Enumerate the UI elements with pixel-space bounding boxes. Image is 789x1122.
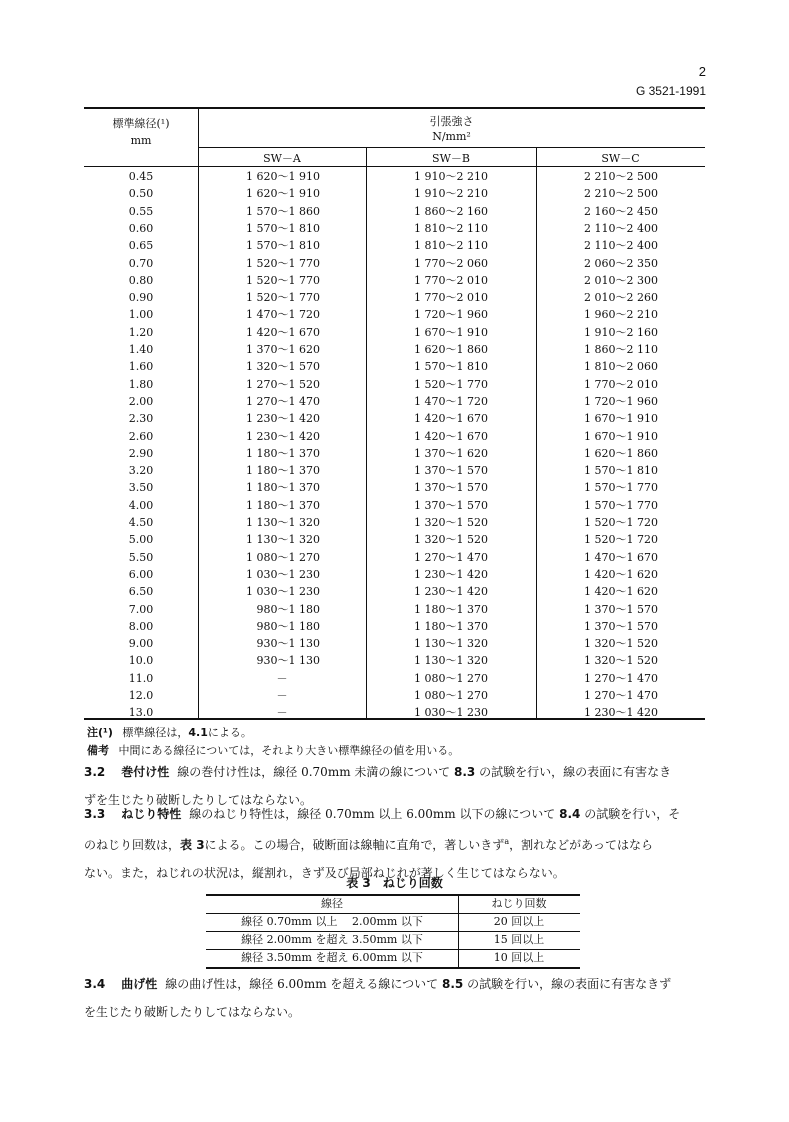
cell-sw-c: 1 320～1 520: [584, 637, 658, 651]
cell-diameter: 6.50: [128, 585, 154, 599]
cell-sw-b: 1 910～2 210: [414, 170, 488, 183]
sec-3-4-line2: を生じたり破断したりしてはならない。: [84, 1005, 301, 1019]
cell-sw-b: 1 810～2 110: [414, 221, 488, 235]
cell-sw-b: 1 230～1 420: [414, 567, 488, 581]
cell-diameter: 9.00: [128, 637, 154, 651]
sec-3-3-text-b: の試験を行い，そ: [584, 807, 681, 821]
cell-sw-a: 1 230～1 420: [246, 412, 320, 426]
cell-diameter: 1.00: [128, 308, 154, 322]
cell-sw-b: 1 370～1 570: [414, 481, 488, 495]
cell-sw-a: 1 470～1 720: [246, 308, 320, 322]
table-row: [84, 618, 705, 635]
cell-sw-a: －: [276, 671, 288, 685]
sec-3-3-text-e: ，割れなどがあってはなら: [509, 838, 653, 852]
cell-sw-b: 1 320～1 520: [414, 516, 488, 529]
cell-sw-b: 1 570～1 810: [414, 360, 488, 374]
cell-sw-b: 1 230～1 420: [414, 585, 488, 599]
cell-sw-a: 1 270～1 520: [246, 377, 320, 391]
cell-sw-b: 1 130～1 320: [414, 637, 488, 651]
cell-sw-b: 1 620～1 860: [414, 343, 488, 356]
table3-cell-count: 10 回以上: [493, 951, 545, 964]
cell-sw-a: 1 320～1 570: [246, 360, 320, 374]
cell-diameter: 3.20: [128, 464, 154, 478]
cell-sw-b: 1 770～2 060: [414, 256, 488, 270]
cell-diameter: 7.00: [128, 602, 154, 616]
cell-sw-b: 1 270～1 470: [414, 550, 488, 564]
cell-sw-c: 1 370～1 570: [584, 602, 658, 616]
tensile-strength-table: [84, 107, 705, 719]
table-subheader-rule: [198, 147, 705, 148]
cell-diameter: 0.65: [128, 239, 154, 253]
sec-3-2-title: 巻付け性: [121, 765, 170, 779]
cell-sw-c: 1 270～1 470: [584, 671, 658, 685]
table-row: [206, 949, 580, 968]
torsion-count-table: [206, 894, 580, 969]
remark-text: 中間にある線径については，それより大きい標準線径の値を用いる。: [118, 744, 460, 757]
table-row: [84, 358, 705, 375]
sec-3-3-title: ねじり特性: [121, 807, 182, 821]
cell-sw-a: 1 520～1 770: [246, 256, 320, 270]
cell-sw-a: 1 180～1 370: [246, 464, 320, 478]
table-row: [84, 531, 705, 548]
col0-header-line1: 標準線径(¹): [112, 117, 170, 130]
cell-diameter: 4.00: [128, 498, 154, 512]
cell-sw-a: 980～1 180: [256, 619, 320, 633]
table-row: [84, 601, 705, 618]
table-row: [84, 410, 705, 427]
cell-sw-a: 1 520～1 770: [246, 273, 320, 287]
cell-diameter: 1.40: [128, 343, 154, 356]
cell-sw-a: 1 080～1 270: [246, 550, 320, 564]
table-row: [84, 428, 705, 445]
cell-sw-b: 1 420～1 670: [414, 412, 488, 426]
cell-diameter: 0.80: [128, 273, 154, 287]
cell-sw-c: 1 860～2 110: [584, 343, 658, 356]
cell-sw-b: 1 030～1 230: [414, 706, 488, 720]
cell-sw-b: 1 720～1 960: [414, 308, 488, 322]
table3-header-count: ねじり回数: [491, 897, 547, 910]
table3-cell-count: 15 回以上: [493, 933, 545, 946]
sec-3-3-ref2: 表 3: [180, 838, 205, 852]
cell-sw-b: 1 180～1 370: [414, 602, 488, 616]
cell-sw-b: 1 770～2 010: [414, 291, 488, 305]
table-row: [84, 168, 705, 185]
table-row: [84, 393, 705, 410]
group-header-line1: 引張強さ: [429, 115, 474, 128]
sec-3-2-number: 3.2: [84, 765, 106, 779]
cell-sw-a: 1 180～1 370: [246, 446, 320, 460]
cell-sw-c: 2 160～2 450: [584, 204, 658, 218]
cell-diameter: 0.45: [128, 170, 154, 183]
cell-sw-c: 1 520～1 720: [584, 516, 658, 529]
table3-header-diameter: 線径: [321, 897, 343, 910]
note-1: [87, 724, 252, 740]
cell-diameter: 8.00: [128, 619, 154, 633]
cell-sw-c: 1 420～1 620: [584, 567, 658, 581]
sec-3-2-ref: 8.3: [453, 765, 476, 779]
table-row: [84, 289, 705, 306]
cell-sw-b: 1 080～1 270: [414, 689, 488, 702]
cell-sw-c: 2 010～2 300: [584, 273, 658, 287]
sec-3-4-ref: 8.5: [441, 977, 464, 991]
group-header-line2: N/mm²: [432, 130, 471, 143]
sec-3-2-text-a: 線の巻付け性は，線径 0.70mm 未満の線について: [177, 765, 451, 779]
cell-sw-c: 1 320～1 520: [584, 654, 658, 668]
sec-3-2-line2: ずを生じたり破断したりしてはならない。: [84, 793, 313, 807]
cell-sw-a: 1 620～1 910: [246, 187, 320, 201]
cell-diameter: 4.50: [128, 516, 154, 529]
table-row: [84, 497, 705, 514]
note-1-text-b: による。: [207, 726, 252, 739]
subheader-sw-c: SW－C: [601, 152, 640, 165]
table-row: [84, 220, 705, 237]
table-row: [84, 687, 705, 704]
cell-sw-c: 1 910～2 160: [584, 325, 658, 339]
table-top-rule: [84, 107, 705, 109]
cell-sw-a: 1 570～1 810: [246, 239, 320, 253]
cell-sw-c: 1 520～1 720: [584, 533, 658, 547]
table-row: [84, 462, 705, 479]
cell-sw-a: 1 570～1 860: [246, 204, 320, 218]
cell-diameter: 2.60: [128, 429, 154, 443]
note-1-ref: 4.1: [188, 726, 208, 739]
cell-diameter: 3.50: [128, 481, 154, 495]
cell-diameter: 13.0: [128, 706, 154, 720]
section-3-4: [84, 970, 706, 1026]
sec-3-3-sup: a: [504, 837, 510, 846]
cell-diameter: 2.00: [128, 394, 154, 408]
cell-diameter: 0.90: [128, 291, 154, 305]
cell-sw-a: －: [276, 706, 288, 720]
table3-header-row: [206, 895, 580, 914]
cell-sw-a: 980～1 180: [256, 602, 320, 616]
table-row: [84, 272, 705, 289]
cell-sw-b: 1 130～1 320: [414, 654, 488, 668]
cell-sw-b: 1 370～1 620: [414, 446, 488, 460]
cell-sw-b: 1 180～1 370: [414, 619, 488, 633]
cell-sw-c: 1 270～1 470: [584, 689, 658, 702]
cell-sw-a: 1 180～1 370: [246, 481, 320, 495]
cell-sw-c: 2 110～2 400: [584, 239, 658, 253]
sec-3-3-text-c: のねじり回数は，: [84, 838, 181, 852]
table-row: [84, 583, 705, 600]
sec-3-3-text-a: 線のねじり特性は，線径 0.70mm 以上 6.00mm 以下の線について: [189, 807, 556, 821]
cell-sw-c: 1 720～1 960: [584, 394, 658, 408]
cell-sw-a: －: [276, 689, 288, 702]
sec-3-4-number: 3.4: [84, 977, 106, 991]
cell-diameter: 10.0: [128, 654, 154, 668]
table3-title: 表 3 ねじり回数: [346, 876, 443, 890]
note-1-text-a: 標準線径は，: [122, 726, 189, 739]
cell-diameter: 6.00: [128, 567, 154, 581]
cell-sw-b: 1 670～1 910: [414, 325, 488, 339]
table-row: [84, 549, 705, 566]
cell-sw-b: 1 770～2 010: [414, 273, 488, 287]
cell-diameter: 11.0: [128, 671, 154, 685]
table-row: [206, 931, 580, 950]
cell-diameter: 1.80: [128, 377, 154, 391]
cell-sw-b: 1 860～2 160: [414, 204, 488, 218]
col0-header-line2: mm: [130, 134, 152, 147]
cell-diameter: 5.00: [128, 533, 154, 547]
cell-sw-b: 1 420～1 670: [414, 429, 488, 443]
cell-sw-b: 1 320～1 520: [414, 533, 488, 547]
table-row: [84, 306, 705, 323]
cell-sw-c: 2 210～2 500: [584, 170, 658, 183]
table-row: [206, 913, 580, 932]
cell-sw-c: 2 010～2 260: [584, 291, 658, 305]
cell-diameter: 12.0: [128, 689, 154, 702]
cell-sw-a: 1 520～1 770: [246, 291, 320, 305]
table-row: [84, 652, 705, 669]
cell-sw-c: 2 060～2 350: [584, 256, 658, 270]
cell-sw-a: 1 030～1 230: [246, 585, 320, 599]
cell-diameter: 0.70: [128, 256, 154, 270]
cell-sw-c: 2 210～2 500: [584, 187, 658, 201]
table-row: [84, 203, 705, 220]
cell-sw-c: 1 960～2 210: [584, 308, 658, 322]
sec-3-3-number: 3.3: [84, 807, 106, 821]
cell-sw-c: 1 570～1 770: [584, 481, 658, 495]
cell-sw-a: 1 420～1 670: [246, 325, 320, 339]
cell-sw-c: 1 370～1 570: [584, 619, 658, 633]
cell-sw-b: 1 470～1 720: [414, 394, 488, 408]
table-row: [84, 376, 705, 393]
subheader-sw-b: SW－B: [432, 152, 470, 165]
table-row: [84, 479, 705, 496]
table-row: [84, 341, 705, 358]
table3-cell-count: 20 回以上: [493, 915, 545, 928]
cell-sw-c: 1 620～1 860: [584, 446, 658, 460]
cell-sw-b: 1 520～1 770: [414, 377, 488, 391]
sec-3-4-text-b: の試験を行い，線の表面に有害なきず: [467, 977, 672, 991]
cell-sw-a: 1 370～1 620: [246, 343, 320, 356]
cell-diameter: 5.50: [128, 550, 154, 564]
remark: [87, 742, 459, 758]
cell-sw-a: 1 130～1 320: [246, 516, 320, 529]
cell-sw-c: 1 570～1 810: [584, 464, 658, 478]
cell-sw-a: 1 030～1 230: [246, 567, 320, 581]
cell-diameter: 1.20: [128, 325, 154, 339]
cell-diameter: 2.90: [128, 446, 154, 460]
sec-3-3-ref1: 8.4: [559, 807, 581, 821]
sec-3-4-text-a: 線の曲げ性は，線径 6.00mm を超える線について: [165, 977, 439, 991]
cell-sw-c: 1 470～1 670: [584, 550, 658, 564]
note-1-label: 注(¹): [87, 726, 113, 739]
cell-diameter: 0.55: [128, 204, 154, 218]
table-row: [84, 704, 705, 721]
sec-3-4-title: 曲げ性: [121, 977, 158, 991]
cell-sw-b: 1 370～1 570: [414, 464, 488, 478]
cell-sw-c: 1 810～2 060: [584, 360, 658, 374]
cell-sw-c: 1 770～2 010: [584, 377, 658, 391]
cell-sw-c: 1 570～1 770: [584, 498, 658, 512]
table3-cell-diameter: 線径 2.00mm を超え 3.50mm 以下: [241, 933, 423, 946]
table-header-rule: [84, 166, 705, 167]
subheader-sw-a: SW－A: [263, 152, 301, 165]
cell-diameter: 1.60: [128, 360, 154, 374]
table-row: [84, 445, 705, 462]
table-row: [84, 324, 705, 341]
cell-sw-a: 1 230～1 420: [246, 429, 320, 443]
cell-sw-a: 1 180～1 370: [246, 498, 320, 512]
cell-sw-b: 1 080～1 270: [414, 671, 488, 685]
cell-sw-a: 1 270～1 470: [246, 394, 320, 408]
cell-sw-c: 1 670～1 910: [584, 429, 658, 443]
sec-3-3-text-d: による。この場合，破断面は線軸に直角で，著しいきず: [204, 838, 505, 852]
cell-sw-a: 1 130～1 320: [246, 533, 320, 547]
remark-label: 備考: [87, 744, 109, 757]
table3-cell-diameter: 線径 0.70mm 以上 2.00mm 以下: [241, 915, 423, 928]
cell-sw-a: 930～1 130: [256, 637, 320, 651]
cell-sw-a: 1 620～1 910: [246, 170, 320, 183]
cell-sw-c: 1 670～1 910: [584, 412, 658, 426]
table3-cell-diameter: 線径 3.50mm を超え 6.00mm 以下: [241, 951, 423, 964]
cell-diameter: 2.30: [128, 412, 154, 426]
sec-3-3-line3: ない。また，ねじれの状況は，縦割れ，きず及び局部ねじれが著しく生じてはならない。: [84, 866, 565, 880]
cell-sw-a: 1 570～1 810: [246, 221, 320, 235]
page-number: 2: [698, 64, 706, 79]
sec-3-2-text-b: の試験を行い，線の表面に有害なき: [479, 765, 672, 779]
table-row: [84, 255, 705, 272]
cell-sw-c: 1 230～1 420: [584, 706, 658, 720]
table-row: [84, 514, 705, 531]
table-row: [84, 670, 705, 687]
table-row: [84, 635, 705, 652]
table-row: [84, 237, 705, 254]
cell-diameter: 0.60: [128, 221, 154, 235]
cell-sw-a: 930～1 130: [256, 654, 320, 668]
table-row: [84, 185, 705, 202]
cell-sw-c: 2 110～2 400: [584, 221, 658, 235]
cell-sw-c: 1 420～1 620: [584, 585, 658, 599]
cell-sw-b: 1 370～1 570: [414, 498, 488, 512]
table-row: [84, 566, 705, 583]
cell-sw-b: 1 810～2 110: [414, 239, 488, 253]
cell-sw-b: 1 910～2 210: [414, 187, 488, 201]
document-id: G 3521-1991: [635, 84, 706, 98]
cell-diameter: 0.50: [128, 187, 154, 201]
